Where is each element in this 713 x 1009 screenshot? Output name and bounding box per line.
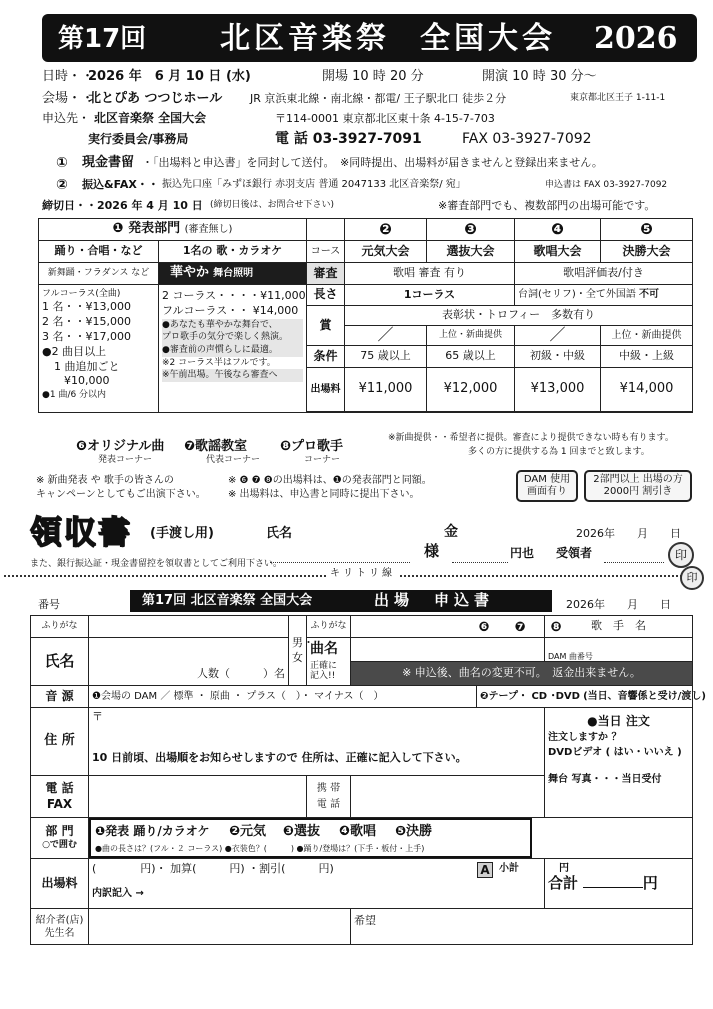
judge-label: 審査 bbox=[307, 263, 345, 285]
bullet-2: プロ歌手の気分で楽しく熱演。 bbox=[162, 331, 303, 344]
note2-number: ② bbox=[56, 177, 68, 193]
address-label: 住 所 bbox=[31, 708, 89, 776]
prize-5: 上位・新曲提供 bbox=[601, 326, 693, 346]
application-form bbox=[30, 615, 706, 945]
hope-field[interactable] bbox=[351, 909, 693, 945]
corner-7: ❼歌謡教室 bbox=[184, 439, 248, 454]
open-time: 開場 10 時 20 分 bbox=[322, 69, 424, 84]
phone-field[interactable] bbox=[89, 776, 307, 818]
title-name: 北区音楽祭 bbox=[220, 21, 390, 56]
campaign-2: キャンペーンとしてもご出演下さい。 bbox=[36, 489, 206, 500]
dam-number-field[interactable] bbox=[545, 638, 693, 662]
fee-line[interactable]: ( 円)・ 加算( 円) ・割引( 円) bbox=[92, 862, 334, 875]
corner-6: ❻オリジナル曲 bbox=[76, 439, 165, 454]
receipt-line-2 bbox=[452, 562, 508, 563]
dept-label: 部 門 bbox=[45, 824, 74, 839]
receipt-line-1 bbox=[270, 562, 410, 563]
deadline-right: ※審査部門でも、複数部門の出場可能です。 bbox=[438, 199, 656, 212]
cond-label: 条件 bbox=[307, 346, 345, 368]
apply-label: 申込先・・ bbox=[42, 111, 103, 125]
course-kasho: 歌唱大会 bbox=[515, 241, 601, 263]
mobile-label: 携 帯 bbox=[316, 782, 341, 794]
bullet-4: ※2 コーラス半はフルです。 bbox=[162, 357, 276, 368]
section5-mark: ❺ bbox=[601, 219, 693, 241]
cond-4: 初級・中級 bbox=[515, 346, 601, 368]
prize-note: 表彰状・トロフィー 多数有り bbox=[345, 306, 693, 326]
postal-mark: 〒 bbox=[92, 710, 103, 723]
discount-badge-line1: 2部門以上 出場の方 bbox=[593, 474, 683, 485]
fee-label-form: 出場料 bbox=[31, 859, 89, 909]
mobile-label-2: 電 話 bbox=[316, 798, 341, 810]
receipt-receiver: 受領者 bbox=[556, 546, 593, 560]
cond-3: 65 歳以上 bbox=[427, 346, 515, 368]
total-label: 合計 bbox=[548, 873, 579, 892]
form-subtitle: 出場 申込書 bbox=[374, 591, 495, 609]
section2-mark: ❷ bbox=[345, 219, 427, 241]
note1-number: ① bbox=[56, 155, 68, 171]
furigana-label: ふりがな bbox=[31, 616, 89, 638]
receipt-note: また、銀行振込証・現金書留控を領収書としてご利用下さい。 bbox=[30, 559, 283, 569]
length-label: 長さ bbox=[307, 285, 345, 306]
new-song-note-2: 多くの方に提供する為 1 回までと致します。 bbox=[468, 447, 650, 457]
form-number: 番号 bbox=[38, 598, 60, 611]
dam-badge-line1: DAM 使用 bbox=[523, 474, 571, 485]
song-label: 曲名 bbox=[310, 641, 338, 657]
address-note: 10 日前頃、出場順をお知らせしますので 住所は、正確に記入して下さい。 bbox=[92, 750, 467, 764]
venue-address: 東京都北区王子 1-11-1 bbox=[570, 93, 666, 103]
hope-label: 希望 bbox=[354, 914, 376, 927]
rule-2: ※ 出場料は、申込書と同時に提出下さい。 bbox=[228, 489, 420, 500]
title-sub: 全国大会 bbox=[420, 21, 556, 56]
cond-2: 75 歳以上 bbox=[345, 346, 427, 368]
order-3: 舞台 写真・・・当日受付 bbox=[548, 774, 662, 785]
receipt-kin: 金 bbox=[444, 524, 458, 540]
dance-genres: 新舞踊・フラダンス など bbox=[39, 263, 159, 285]
group-karaoke: 1名の 歌・カラオケ bbox=[159, 241, 307, 263]
course-kessho: 決勝大会 bbox=[601, 241, 693, 263]
note2-text: 振込先口座「みずほ銀行 赤羽支店 普通 2047133 北区音楽祭/ 宛」 bbox=[162, 179, 466, 190]
price-3-person: 3 名・・¥17,000 bbox=[42, 329, 131, 343]
fee-4: ¥13,000 bbox=[515, 368, 601, 412]
corner-6-sub: 発表コーナー bbox=[98, 455, 153, 465]
fee-3: ¥12,000 bbox=[427, 368, 515, 412]
course-label: コース bbox=[307, 241, 345, 263]
dam-badge bbox=[516, 470, 578, 502]
note2-fax: 申込書は FAX 03-3927-7092 bbox=[545, 180, 668, 190]
dept-5[interactable]: ❺決勝 bbox=[395, 824, 433, 839]
people-count: 人数（ ）名 bbox=[197, 667, 285, 681]
extra-song-2: 1 曲追加ごと bbox=[54, 359, 120, 373]
group-dance: 踊り・合唱・など bbox=[39, 241, 159, 263]
fee-2: ¥11,000 bbox=[345, 368, 427, 412]
cond-5: 中級・上級 bbox=[601, 346, 693, 368]
address-field[interactable] bbox=[89, 708, 545, 776]
apply-address: 〒114-0001 東京都北区東十条 4-15-7-703 bbox=[275, 112, 495, 125]
section3-mark: ❸ bbox=[427, 219, 515, 241]
circle-label: ○で囲む bbox=[42, 839, 77, 850]
dept-1[interactable]: ❶発表 踊り/カラオケ bbox=[95, 824, 210, 838]
date-value: 2026 年 6 月 10 日 (水) bbox=[88, 69, 251, 84]
full-chorus-price: フルコーラス・・ ¥14,000 bbox=[162, 304, 299, 318]
campaign-1: ※ 新曲発表 や 歌手の皆さんの bbox=[36, 475, 174, 486]
prize-3: 上位・新曲提供 bbox=[427, 326, 515, 346]
extra-song-4: ●1 曲/6 分以内 bbox=[42, 390, 107, 401]
section1-note: (審査無し) bbox=[184, 224, 233, 236]
venue-label: 会場・・ bbox=[42, 91, 95, 106]
order-title: ●当日 注文 bbox=[587, 714, 650, 728]
introducer-field[interactable] bbox=[89, 909, 351, 945]
cut-label: キリトリ線 bbox=[326, 569, 399, 579]
form-date: 2026年 月 日 bbox=[566, 598, 671, 611]
note2-head: 振込&FAX・・ bbox=[82, 178, 159, 191]
stage-light-label: 舞台照明 bbox=[213, 268, 254, 280]
dept-678[interactable]: ❻ ❼ ❽ bbox=[478, 619, 568, 635]
judge-23: 歌唱 審査 有り bbox=[345, 263, 515, 285]
receipt-name: 氏名 bbox=[266, 526, 293, 541]
venue-value: 北とぴあ つつじホール bbox=[88, 91, 223, 106]
extra-song-1: ●2 曲目以上 bbox=[42, 344, 107, 358]
note1-text: ・「出場料と申込書」を同封して送付。 ※同時提出、出場料が届きませんと登録出来ません。 bbox=[142, 156, 603, 169]
phone-label: 電 話 bbox=[45, 780, 74, 795]
hanayaka-label: 華やか bbox=[170, 265, 210, 281]
dept-box bbox=[89, 818, 532, 858]
correct-label-2: 記入!! bbox=[310, 671, 336, 682]
date-label: 日時・・ bbox=[42, 69, 95, 84]
source-option-1[interactable]: ❶会場の DAM ／ 標準 ・ 原曲 ・ プラス（ ）・ マイナス（ ） bbox=[89, 686, 477, 708]
breakdown-label: 内訳記入 → bbox=[92, 887, 144, 899]
singer-label: 歌 手 名 bbox=[545, 616, 693, 638]
receipt-hand: (手渡し用) bbox=[150, 526, 214, 541]
price-1-person: 1 名・・¥13,000 bbox=[42, 300, 131, 314]
receipt-sama: 様 bbox=[424, 542, 440, 560]
bullet-1: ●あなたも華やかな舞台で、 bbox=[162, 319, 303, 332]
fax-number: FAX 03-3927-7092 bbox=[462, 131, 592, 147]
length-one: 1コーラス bbox=[345, 285, 515, 306]
bullet-5: ※午前出場。午後なら審査へ bbox=[162, 369, 303, 382]
name-field[interactable] bbox=[89, 638, 289, 686]
dept-note: ●曲の長さは？(フル・２ コーラス) ●衣装色？( ) ●踊り/登場は？(下手・板付・上手) bbox=[95, 844, 425, 853]
song-note: ※ 申込後、曲名の変更不可。 返金出来ません。 bbox=[351, 662, 693, 686]
fax-label: FAX bbox=[46, 796, 73, 811]
furigana-field[interactable] bbox=[89, 616, 289, 638]
introducer-label: 紹介者(店) bbox=[35, 914, 84, 926]
total-yen[interactable]: 円 bbox=[642, 873, 658, 892]
song-furigana-label: ふりがな bbox=[307, 616, 351, 638]
a-box: A bbox=[477, 862, 493, 878]
discount-badge-line2: 2000円 割引き bbox=[603, 486, 673, 497]
bullet-3: ●審査前の声慣らしに最適。 bbox=[162, 344, 303, 357]
form-title-banner bbox=[130, 590, 552, 612]
corner-7-sub: 代表コーナー bbox=[206, 455, 261, 465]
section1-title: ❶ 発表部門 bbox=[112, 221, 181, 237]
form-title: 第17回 北区音楽祭 全国大会 bbox=[142, 593, 313, 608]
price-2-person: 2 名・・¥15,000 bbox=[42, 314, 131, 328]
discount-badge bbox=[584, 470, 692, 502]
source-option-2[interactable]: ❷テープ・ CD ･DVD bbox=[480, 690, 580, 702]
song-field[interactable] bbox=[351, 638, 545, 662]
phone-number: 電 話 03-3927-7091 bbox=[275, 131, 422, 147]
title-banner bbox=[42, 14, 697, 62]
name-label: 氏名 bbox=[31, 638, 89, 686]
course-genki: 元気大会 bbox=[345, 241, 427, 263]
order-2[interactable]: DVDビデオ ( はい・いいえ ) bbox=[548, 747, 682, 758]
fee-5: ¥14,000 bbox=[601, 368, 693, 412]
dept-4[interactable]: ❹歌唱 bbox=[339, 824, 377, 839]
mobile-field[interactable] bbox=[351, 776, 545, 818]
apply-value: 北区音楽祭 全国大会 bbox=[94, 111, 207, 125]
source-label: 音 源 bbox=[31, 686, 89, 708]
fee-label: 出場料 bbox=[307, 368, 345, 412]
dept-3[interactable]: ❸選抜 bbox=[283, 824, 321, 839]
receipt-stamp: 印 bbox=[668, 542, 694, 568]
extra-song-3: ¥10,000 bbox=[64, 374, 110, 388]
dept-2[interactable]: ❷元気 bbox=[229, 824, 267, 839]
length-note: 台詞(セリフ)・全て外国語 bbox=[518, 289, 636, 301]
prize-4: ／ bbox=[515, 326, 601, 346]
receipt-date: 2026年 月 日 bbox=[576, 527, 681, 540]
committee: 実行委員会/事務局 bbox=[88, 132, 189, 146]
dam-number-label: DAM 曲番号 bbox=[548, 651, 593, 661]
note1-head: 現金書留 bbox=[82, 155, 135, 170]
source-note: (当日、音響係と受け/渡し) bbox=[583, 690, 706, 702]
rule-1: ※ ❻ ❼ ❽の出場料は、❶の発表部門と同額。 bbox=[228, 475, 432, 486]
title-year: 2026 bbox=[594, 21, 678, 56]
two-chorus-price: 2 コーラス・・・・¥11,000 bbox=[162, 289, 306, 302]
deadline-note: (締切日後は、お問合せ下さい) bbox=[210, 200, 335, 210]
venue-access: JR 京浜東北線・南北線・都電/ 王子駅北口 徒歩２分 bbox=[250, 92, 507, 105]
cut-stamp: 印 bbox=[680, 566, 704, 590]
length-no: 不可 bbox=[639, 289, 660, 301]
receipt-yen: 円也 bbox=[510, 546, 535, 560]
teacher-label: 先生名 bbox=[44, 927, 75, 939]
start-time: 開演 10 時 30 分～ bbox=[482, 69, 597, 84]
order-1: 注文しますか ？ bbox=[548, 732, 622, 743]
receipt-title: 領収書 bbox=[30, 513, 133, 551]
section4-mark: ❹ bbox=[515, 219, 601, 241]
corner-8: ❽プロ歌手 bbox=[280, 439, 344, 454]
corner-8-sub: コーナー bbox=[304, 455, 341, 465]
receipt-line-3 bbox=[604, 562, 664, 563]
new-song-note: ※新曲提供・・希望者に提供。審査により提供できない時も有ります。 bbox=[388, 433, 674, 443]
deadline: 締切日・・2026 年 4 月 10 日 bbox=[42, 199, 203, 212]
judge-45: 歌唱評価表/付き bbox=[515, 263, 693, 285]
section-table bbox=[38, 218, 693, 413]
dam-badge-line2: 画面有り bbox=[527, 486, 567, 497]
correct-label: 正確に bbox=[310, 661, 338, 672]
title-edition: 第17回 bbox=[58, 24, 147, 54]
full-chorus-label: フルコーラス(全曲) bbox=[42, 289, 121, 299]
prize-label: 賞 bbox=[307, 306, 345, 346]
male-female[interactable]: 男・女 bbox=[289, 616, 307, 686]
subtotal[interactable]: 小計 円 bbox=[499, 863, 569, 874]
course-senbatsu: 選抜大会 bbox=[427, 241, 515, 263]
prize-2: ／ bbox=[345, 326, 427, 346]
